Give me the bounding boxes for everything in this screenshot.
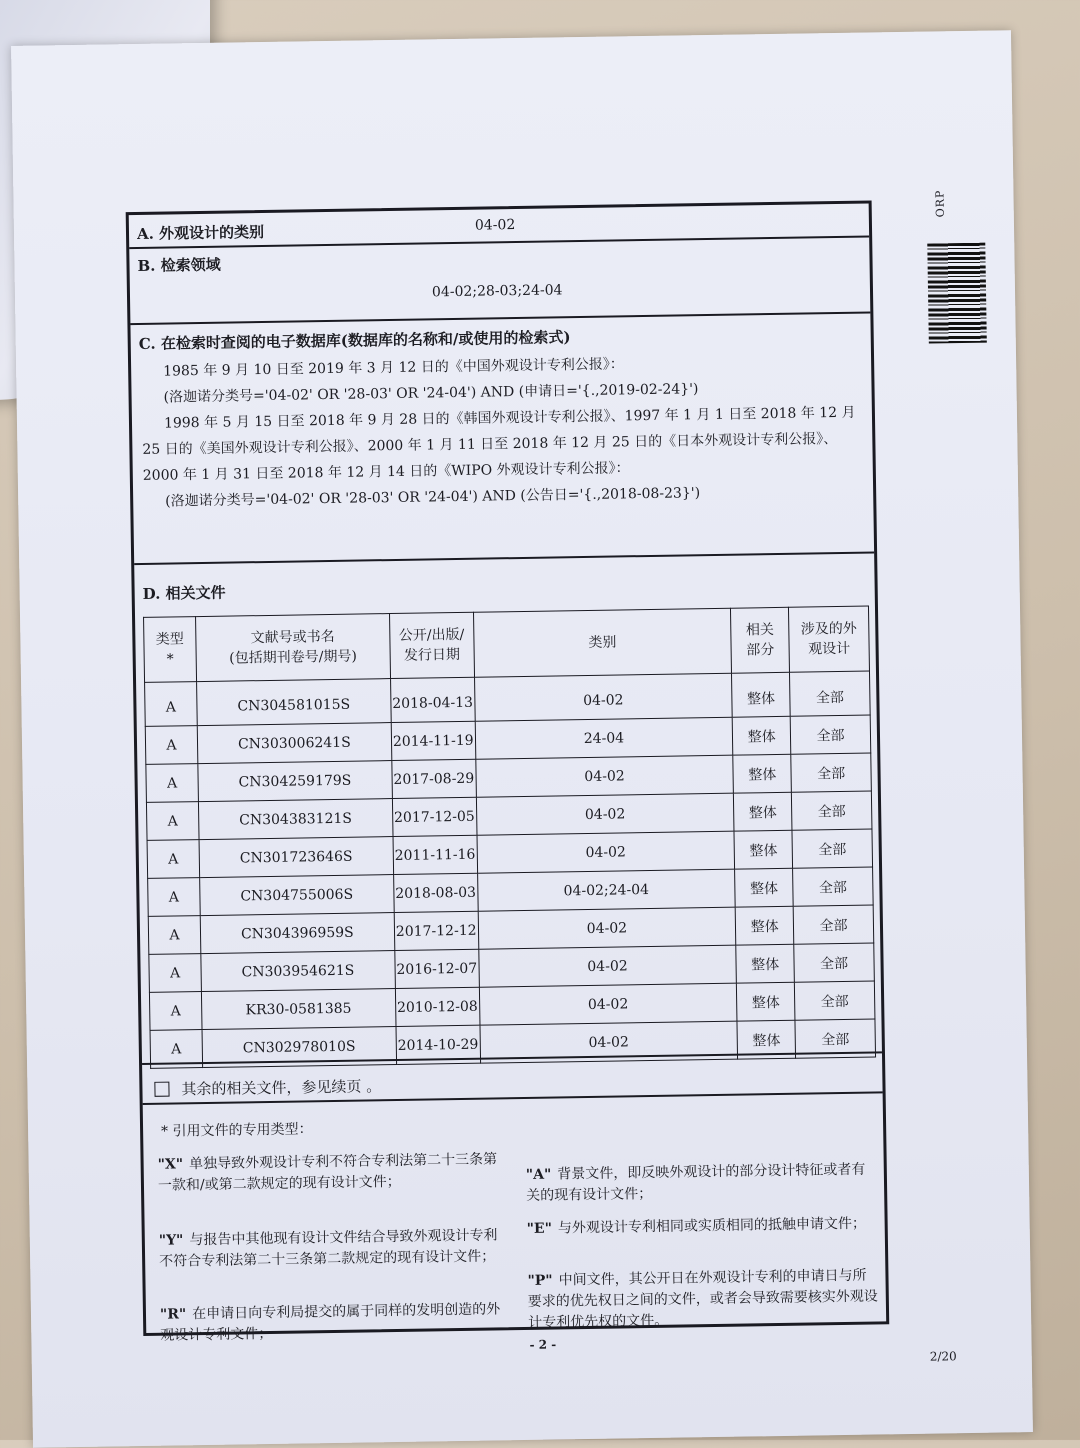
db-line: 25 日的《美国外观设计专利公报》、2000 年 1 月 11 日至 2018 年 12 月 25 日的《日本外观设计专利公报》、 bbox=[142, 431, 838, 458]
cell-date: 2017-12-05 bbox=[392, 797, 476, 836]
note-code: "Y" bbox=[158, 1232, 184, 1249]
cell-category: 04-02 bbox=[475, 755, 733, 797]
cell-date: 2014-11-19 bbox=[391, 721, 475, 760]
col-header-date: 公开/出版/ 发行日期 bbox=[389, 612, 474, 678]
table-header-row bbox=[144, 606, 870, 682]
section-a-label: A. 外观设计的类别 bbox=[136, 222, 265, 243]
cell-rel: 整体 bbox=[737, 982, 795, 1021]
page-number: - 2 - bbox=[529, 1337, 557, 1352]
col-header-doc: 文献号或书名 (包括期刊卷号/期号) bbox=[195, 614, 390, 682]
cell-doc: CN304383121S bbox=[198, 799, 392, 840]
cell-design: 全部 bbox=[793, 867, 873, 906]
cell-category: 04-02 bbox=[478, 945, 736, 987]
section-d-label: D. 相关文件 bbox=[142, 583, 226, 603]
cell-date: 2017-08-29 bbox=[392, 759, 476, 798]
more-docs-label: 其余的相关文件，参见续页 。 bbox=[181, 1077, 382, 1099]
note-y bbox=[159, 1225, 512, 1273]
cell-category: 04-02 bbox=[476, 793, 734, 835]
cell-design: 全部 bbox=[792, 829, 872, 868]
table-body bbox=[145, 671, 876, 1068]
cell-date: 2018-08-03 bbox=[393, 873, 477, 912]
cell-type: A bbox=[145, 682, 198, 727]
cell-doc: CN303954621S bbox=[201, 951, 395, 992]
cell-type: A bbox=[148, 916, 201, 955]
cell-rel: 整体 bbox=[735, 868, 793, 907]
cell-design: 全部 bbox=[795, 1019, 875, 1058]
cell-doc: CN302978010S bbox=[202, 1027, 396, 1068]
cell-category: 04-02 bbox=[480, 1021, 738, 1063]
cell-design: 全部 bbox=[794, 981, 874, 1020]
search-report-form bbox=[126, 200, 890, 1344]
col-header-rel: 相关 部分 bbox=[731, 607, 790, 673]
design-category-value: 04-02 bbox=[474, 217, 516, 234]
note-r bbox=[160, 1299, 513, 1347]
cell-category: 04-02;24-04 bbox=[477, 869, 735, 911]
db-line: 2000 年 1 月 31 日至 2018 年 12 月 14 日的《WIPO 外观设计专利公报》： bbox=[142, 460, 630, 484]
db-line: 1998 年 5 月 15 日至 2018 年 9 月 28 日的《韩国外观设计专利公报》、1997 年 1 月 1 日至 2018 年 12 月 bbox=[163, 404, 856, 432]
note-code: "P" bbox=[527, 1272, 553, 1289]
cell-date: 2016-12-07 bbox=[395, 949, 479, 988]
cell-doc: KR30-0581385 bbox=[201, 989, 395, 1030]
cell-doc: CN304259179S bbox=[198, 761, 392, 802]
orp-label: ORP bbox=[933, 189, 947, 218]
note-p bbox=[527, 1265, 880, 1334]
cell-design: 全部 bbox=[790, 671, 871, 716]
cell-type: A bbox=[146, 802, 199, 841]
section-c bbox=[130, 313, 874, 565]
citation-types-title: * 引用文件的专用类型： bbox=[160, 1121, 313, 1140]
note-a bbox=[526, 1159, 879, 1207]
cell-doc: CN304396959S bbox=[200, 913, 394, 954]
cell-date: 2011-11-16 bbox=[393, 835, 477, 874]
document-page bbox=[11, 30, 1033, 1448]
cell-type: A bbox=[149, 954, 202, 993]
cell-category: 04-02 bbox=[477, 831, 735, 873]
cell-type: A bbox=[148, 878, 201, 917]
col-header-category: 类别 bbox=[473, 608, 732, 677]
cell-category: 04-02 bbox=[474, 673, 732, 721]
page-count: 2/20 bbox=[929, 1349, 957, 1364]
cell-doc: CN304581015S bbox=[196, 679, 390, 726]
note-code: "R" bbox=[159, 1306, 187, 1323]
cell-design: 全部 bbox=[791, 791, 871, 830]
more-docs-row bbox=[154, 1075, 381, 1100]
cell-design: 全部 bbox=[790, 715, 870, 754]
note-code: "A" bbox=[525, 1166, 552, 1183]
cell-design: 全部 bbox=[791, 753, 871, 792]
note-text: 中间文件，其公开日在外观设计专利的申请日与所要求的优先权日之间的文件，或者会导致需要核实外观设计专利优先权的文件。 bbox=[527, 1267, 878, 1331]
section-c-label: C. 在检索时查阅的电子数据库(数据库的名称和/或使用的检索式) bbox=[138, 328, 571, 353]
cell-doc: CN304755006S bbox=[200, 875, 394, 916]
note-text: 在申请日向专利局提交的属于同样的发明创造的外观设计专利文件； bbox=[160, 1301, 501, 1344]
cell-type: A bbox=[147, 840, 200, 879]
cell-design: 全部 bbox=[794, 943, 874, 982]
note-code: "E" bbox=[526, 1220, 553, 1237]
cell-design: 全部 bbox=[793, 905, 873, 944]
cell-date: 2010-12-08 bbox=[395, 987, 479, 1026]
cell-rel: 整体 bbox=[733, 754, 791, 793]
cell-type: A bbox=[146, 764, 199, 803]
cell-rel: 整体 bbox=[734, 792, 792, 831]
cell-category: 04-02 bbox=[479, 983, 737, 1025]
search-field-value: 04-02;28-03;24-04 bbox=[431, 282, 563, 301]
cell-rel: 整体 bbox=[732, 716, 790, 755]
more-docs-checkbox[interactable] bbox=[154, 1082, 169, 1097]
note-code: "X" bbox=[157, 1156, 184, 1173]
cell-type: A bbox=[145, 726, 198, 765]
cell-category: 04-02 bbox=[478, 907, 736, 949]
cell-type: A bbox=[150, 1030, 203, 1069]
note-text: 背景文件，即反映外观设计的部分设计特征或者有关的现有设计文件； bbox=[526, 1161, 866, 1204]
note-text: 与外观设计专利相同或实质相同的抵触申请文件； bbox=[557, 1215, 867, 1237]
note-e bbox=[527, 1213, 879, 1240]
db-line: 1985 年 9 月 10 日至 2019 年 3 月 12 日的《中国外观设计专利公报》： bbox=[163, 356, 624, 380]
cell-doc: CN301723646S bbox=[199, 837, 393, 878]
note-text: 单独导致外观设计专利不符合专利法第二十三条第一款和/或第二款规定的现有设计文件； bbox=[157, 1151, 498, 1194]
cell-doc: CN303006241S bbox=[197, 723, 391, 764]
note-text: 与报告中其他现有设计文件结合导致外观设计专利不符合专利法第二十三条第二款规定的现有设计文件； bbox=[159, 1227, 498, 1270]
cell-date: 2017-12-12 bbox=[394, 911, 478, 950]
cell-type: A bbox=[149, 992, 202, 1031]
cell-rel: 整体 bbox=[737, 1020, 795, 1059]
barcode bbox=[927, 243, 987, 344]
db-line: (洛迦诺分类号='04-02' OR '28-03' OR '24-04') AND (申请日='{.,2019-02-24}') bbox=[163, 381, 699, 406]
cell-rel: 整体 bbox=[735, 906, 793, 945]
cell-date: 2014-10-29 bbox=[396, 1025, 480, 1064]
col-header-design: 涉及的外 观设计 bbox=[789, 606, 870, 672]
cell-rel: 整体 bbox=[736, 944, 794, 983]
db-line: (洛迦诺分类号='04-02' OR '28-03' OR '24-04') AND (公告日='{.,2018-08-23}') bbox=[165, 485, 701, 510]
cell-category: 24-04 bbox=[475, 717, 733, 759]
cell-rel: 整体 bbox=[732, 672, 791, 717]
col-header-type: 类型 * bbox=[144, 617, 197, 683]
cell-date: 2018-04-13 bbox=[390, 677, 475, 722]
section-b bbox=[129, 237, 870, 325]
section-b-label: B. 检索领域 bbox=[137, 255, 221, 275]
note-x bbox=[157, 1149, 510, 1197]
cell-rel: 整体 bbox=[734, 830, 792, 869]
related-documents-table bbox=[143, 606, 876, 1069]
